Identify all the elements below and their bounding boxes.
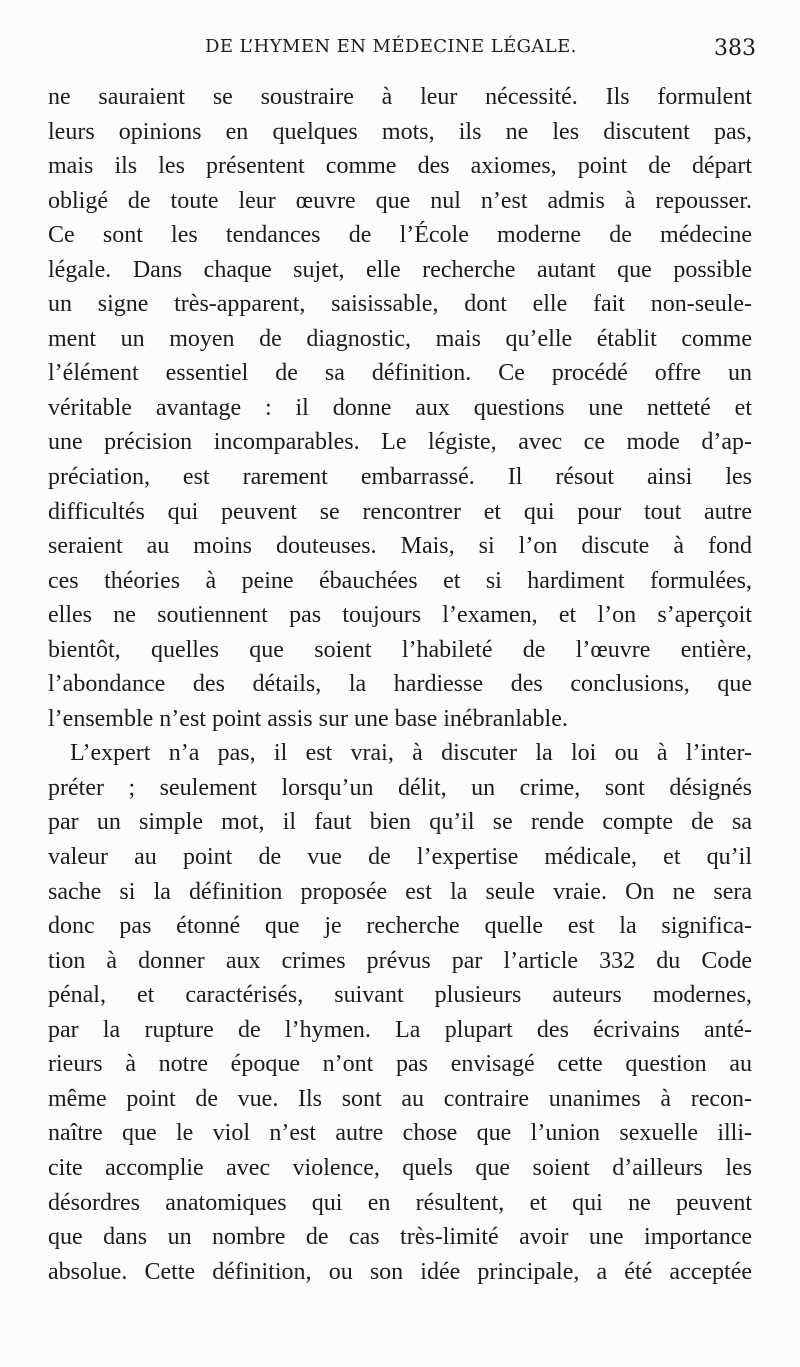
text-line: véritable avantage : il donne aux questions une netteté et xyxy=(48,394,752,421)
text-line: ne sauraient se soustraire à leur nécessité. Ils formulent xyxy=(48,84,752,110)
text-line: rieurs à notre époque n’ont pas envisagé cette question au xyxy=(48,1051,752,1078)
text-line: naître que le viol n’est autre chose que l’union sexuelle illi- xyxy=(48,1120,752,1147)
text-line: difficultés qui peuvent se rencontrer et qui pour tout autre xyxy=(48,498,752,525)
text-line: elles ne soutiennent pas toujours l’examen, et l’on s’aperçoit xyxy=(48,602,752,629)
text-line: Ce sont les tendances de l’École moderne de médecine xyxy=(48,222,752,249)
text-line: sache si la définition proposée est la seule vraie. On ne sera xyxy=(48,878,752,905)
text-line: donc pas étonné que je recherche quelle est la significa- xyxy=(48,913,752,940)
page-header xyxy=(48,36,756,76)
text-line: absolue. Cette définition, ou son idée principale, a été acceptée xyxy=(48,1258,752,1285)
text-line: ment un moyen de diagnostic, mais qu’elle établit comme xyxy=(48,325,752,352)
text-line: une précision incomparables. Le légiste, avec ce mode d’ap- xyxy=(48,429,752,456)
text-line: l’élément essentiel de sa définition. Ce procédé offre un xyxy=(48,360,752,387)
text-line: leurs opinions en quelques mots, ils ne les discutent pas, xyxy=(48,118,752,145)
text-line: par un simple mot, il faut bien qu’il se rende compte de sa xyxy=(48,809,752,836)
text-line: désordres anatomiques qui en résultent, et qui ne peuvent xyxy=(48,1189,752,1216)
text-line: que dans un nombre de cas très-limité avoir une importance xyxy=(48,1224,752,1251)
body-text xyxy=(48,80,752,1289)
text-line: pénal, et caractérisés, suivant plusieurs auteurs modernes, xyxy=(48,982,752,1009)
text-line: valeur au point de vue de l’expertise médicale, et qu’il xyxy=(48,844,752,871)
running-title: DE L’HYMEN EN MÉDECINE LÉGALE. xyxy=(205,36,577,57)
page-number: 383 xyxy=(714,36,756,61)
text-line: cite accomplie avec violence, quels que soient d’ailleurs les xyxy=(48,1154,752,1181)
text-line: seraient au moins douteuses. Mais, si l’on discute à fond xyxy=(48,533,752,560)
text-line: obligé de toute leur œuvre que nul n’est admis à repousser. xyxy=(48,187,752,214)
text-line: bientôt, quelles que soient l’habileté de l’œuvre entière, xyxy=(48,636,752,663)
text-line: l’abondance des détails, la hardiesse des conclusions, que xyxy=(48,671,752,698)
text-line: préter ; seulement lorsqu’un délit, un crime, sont désignés xyxy=(48,774,752,801)
text-line: tion à donner aux crimes prévus par l’article 332 du Code xyxy=(48,947,752,974)
text-line: légale. Dans chaque sujet, elle recherche autant que possible xyxy=(48,256,752,283)
paragraph-end-line: l’ensemble n’est point assis sur une base inébranlable. xyxy=(48,705,568,732)
text-line: préciation, est rarement embarrassé. Il résout ainsi les xyxy=(48,464,752,491)
text-line: ces théories à peine ébauchées et si hardiment formulées, xyxy=(48,567,752,594)
text-line: mais ils les présentent comme des axiomes, point de départ xyxy=(48,153,752,180)
text-line: même point de vue. Ils sont au contraire unanimes à recon- xyxy=(48,1085,752,1112)
text-line: par la rupture de l’hymen. La plupart des écrivains anté- xyxy=(48,1016,752,1043)
paragraph-first-line: L’expert n’a pas, il est vrai, à discuter la loi ou à l’inter- xyxy=(70,740,752,767)
text-line: un signe très-apparent, saisissable, dont elle fait non-seule- xyxy=(48,291,752,318)
